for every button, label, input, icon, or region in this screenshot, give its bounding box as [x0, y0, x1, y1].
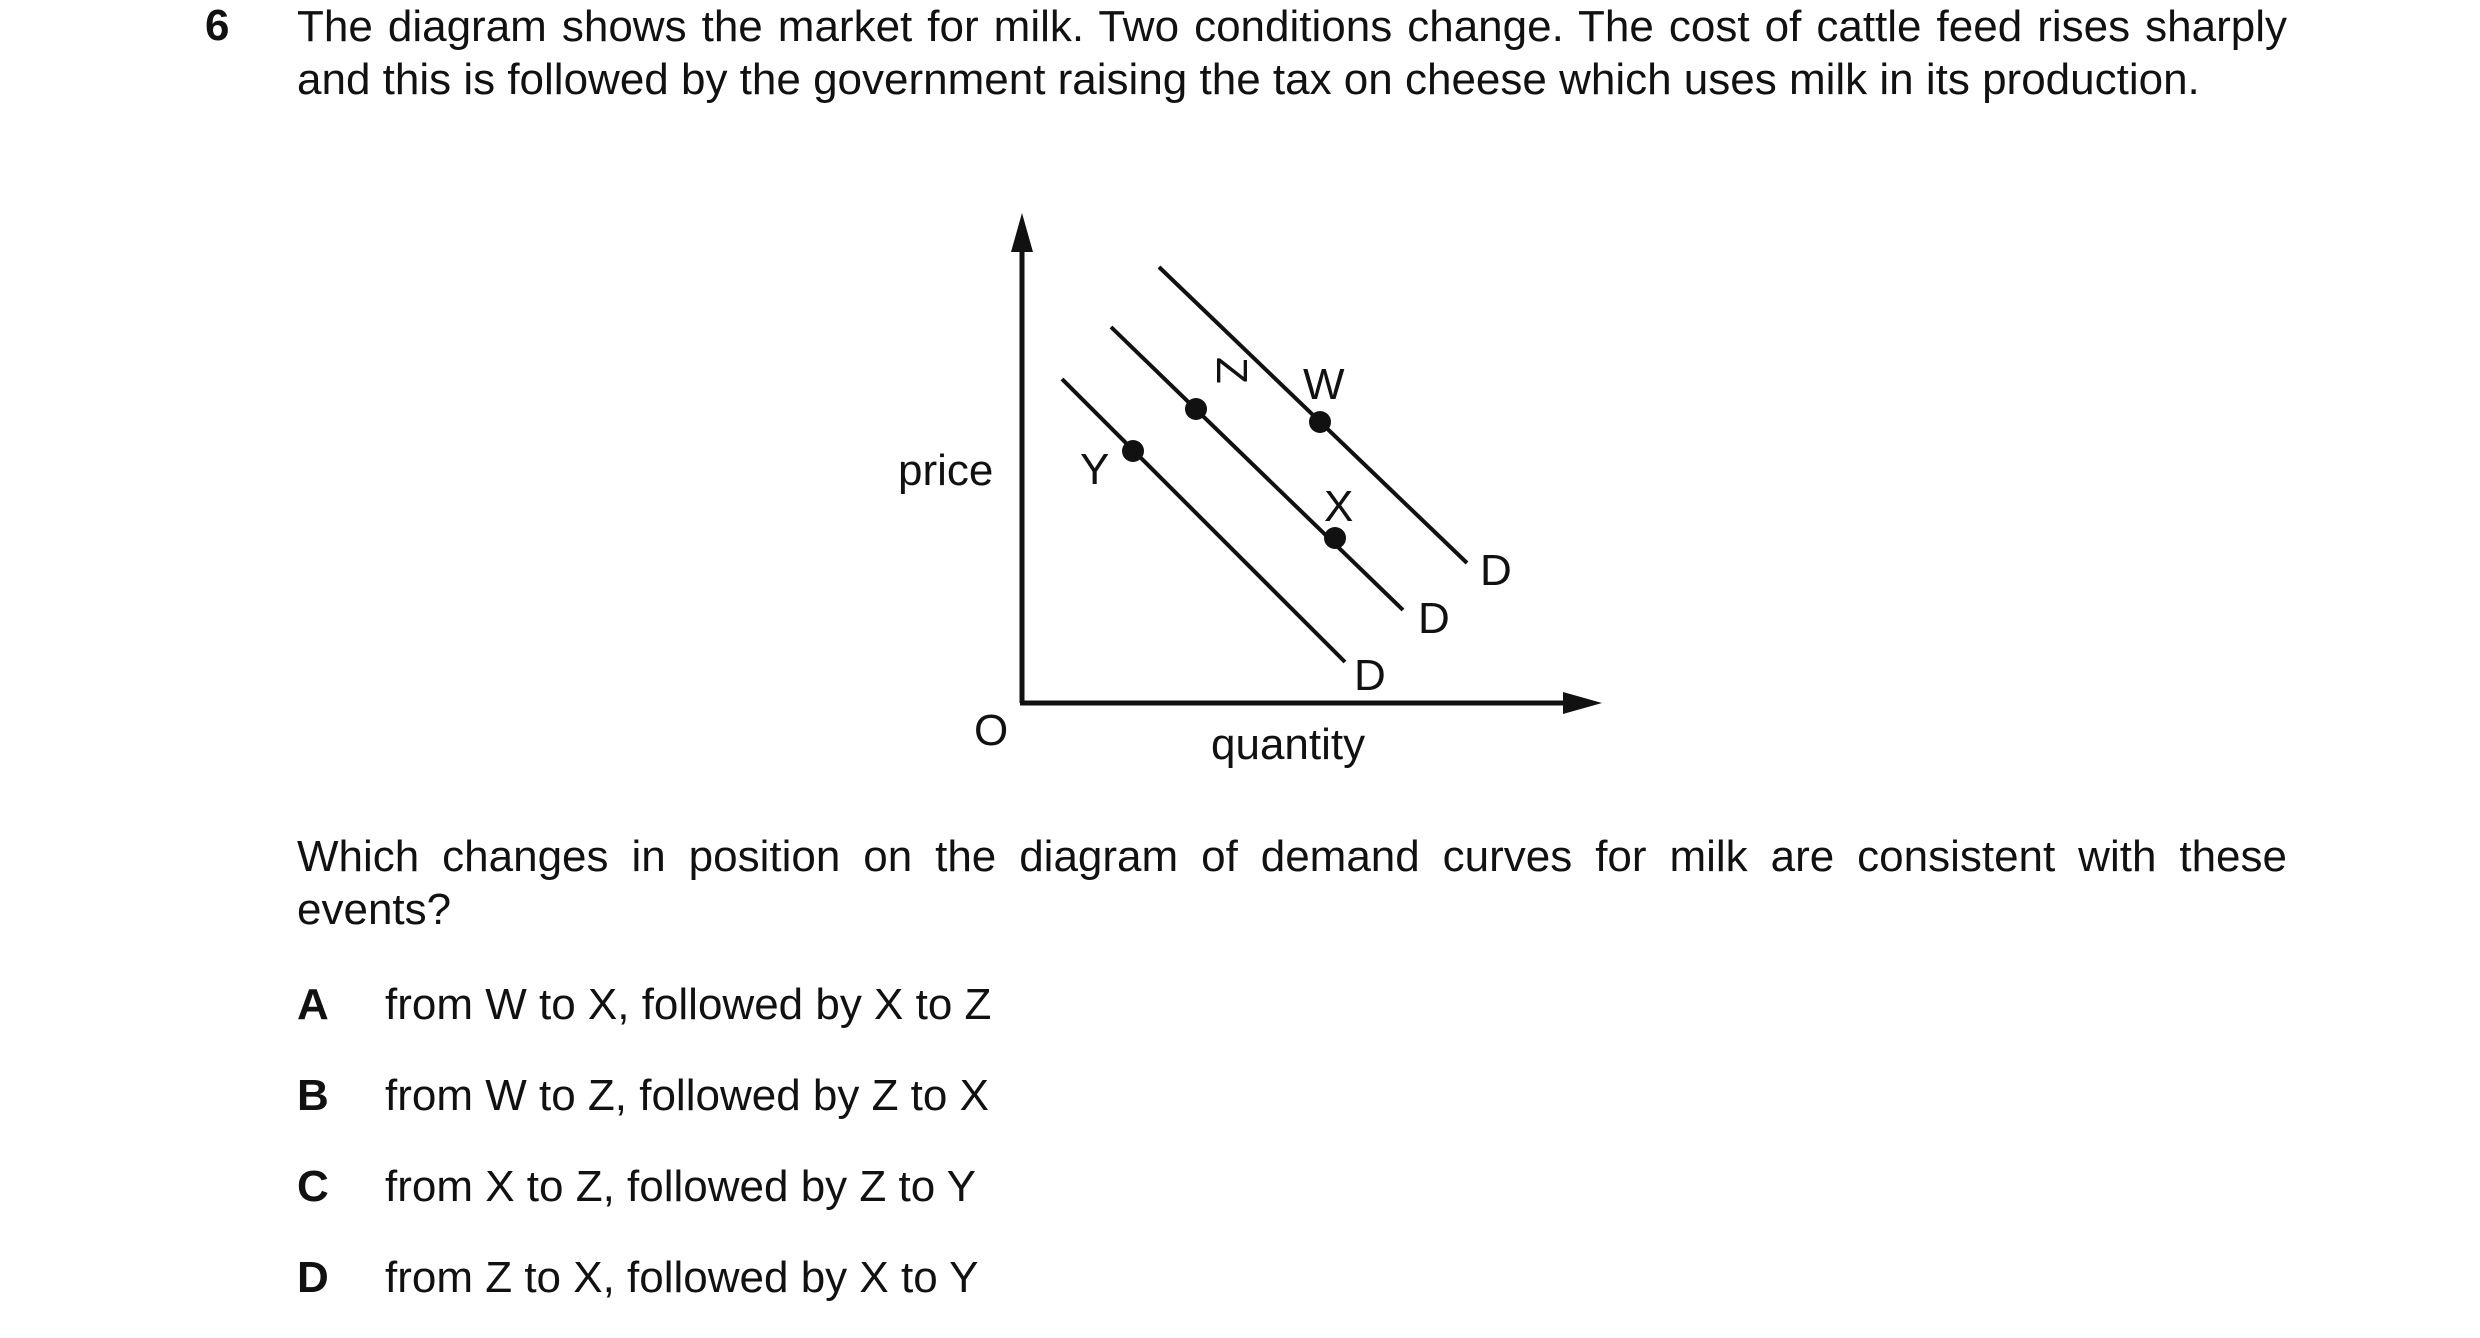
origin-label: O	[974, 706, 1009, 755]
y-axis-label: price	[898, 446, 994, 495]
option-c[interactable]	[297, 1157, 1197, 1217]
option-letter: B	[297, 1071, 329, 1120]
question-stem: The diagram shows the market for milk. Two conditions change. The cost of cattle feed rises sharply and this is followed by the government raising the tax on cheese which uses milk in its production.	[297, 2, 2287, 104]
curve-label-left: D	[1354, 651, 1386, 700]
option-letter: A	[297, 980, 329, 1029]
point-w-label: W	[1303, 360, 1345, 409]
demand-curve-middle	[1111, 327, 1403, 610]
option-letter: C	[297, 1162, 329, 1211]
option-letter: D	[297, 1253, 329, 1302]
option-text: from W to Z, followed by Z to X	[385, 1071, 989, 1120]
option-b[interactable]	[297, 1066, 1197, 1126]
demand-curve-left	[1062, 379, 1345, 662]
option-a[interactable]	[297, 975, 1197, 1035]
question-number: 6	[205, 1, 230, 50]
option-d[interactable]	[297, 1248, 1197, 1308]
option-text: from W to X, followed by X to Z	[385, 980, 992, 1029]
point-y	[1122, 440, 1144, 462]
option-text: from X to Z, followed by Z to Y	[385, 1162, 976, 1211]
point-z-label: Z	[1207, 357, 1256, 384]
point-y-label: Y	[1080, 445, 1110, 494]
question-prompt: Which changes in position on the diagram of demand curves for milk are consistent with these events?	[297, 832, 2287, 934]
curve-label-right: D	[1480, 546, 1512, 595]
y-axis-arrow-icon	[1011, 213, 1033, 252]
point-z	[1185, 398, 1207, 420]
x-axis-label: quantity	[1211, 720, 1366, 769]
option-text: from Z to X, followed by X to Y	[385, 1253, 979, 1302]
point-w	[1309, 411, 1331, 433]
point-x-label: X	[1324, 482, 1354, 531]
x-axis-arrow-icon	[1563, 692, 1602, 714]
curve-label-middle: D	[1418, 594, 1450, 643]
